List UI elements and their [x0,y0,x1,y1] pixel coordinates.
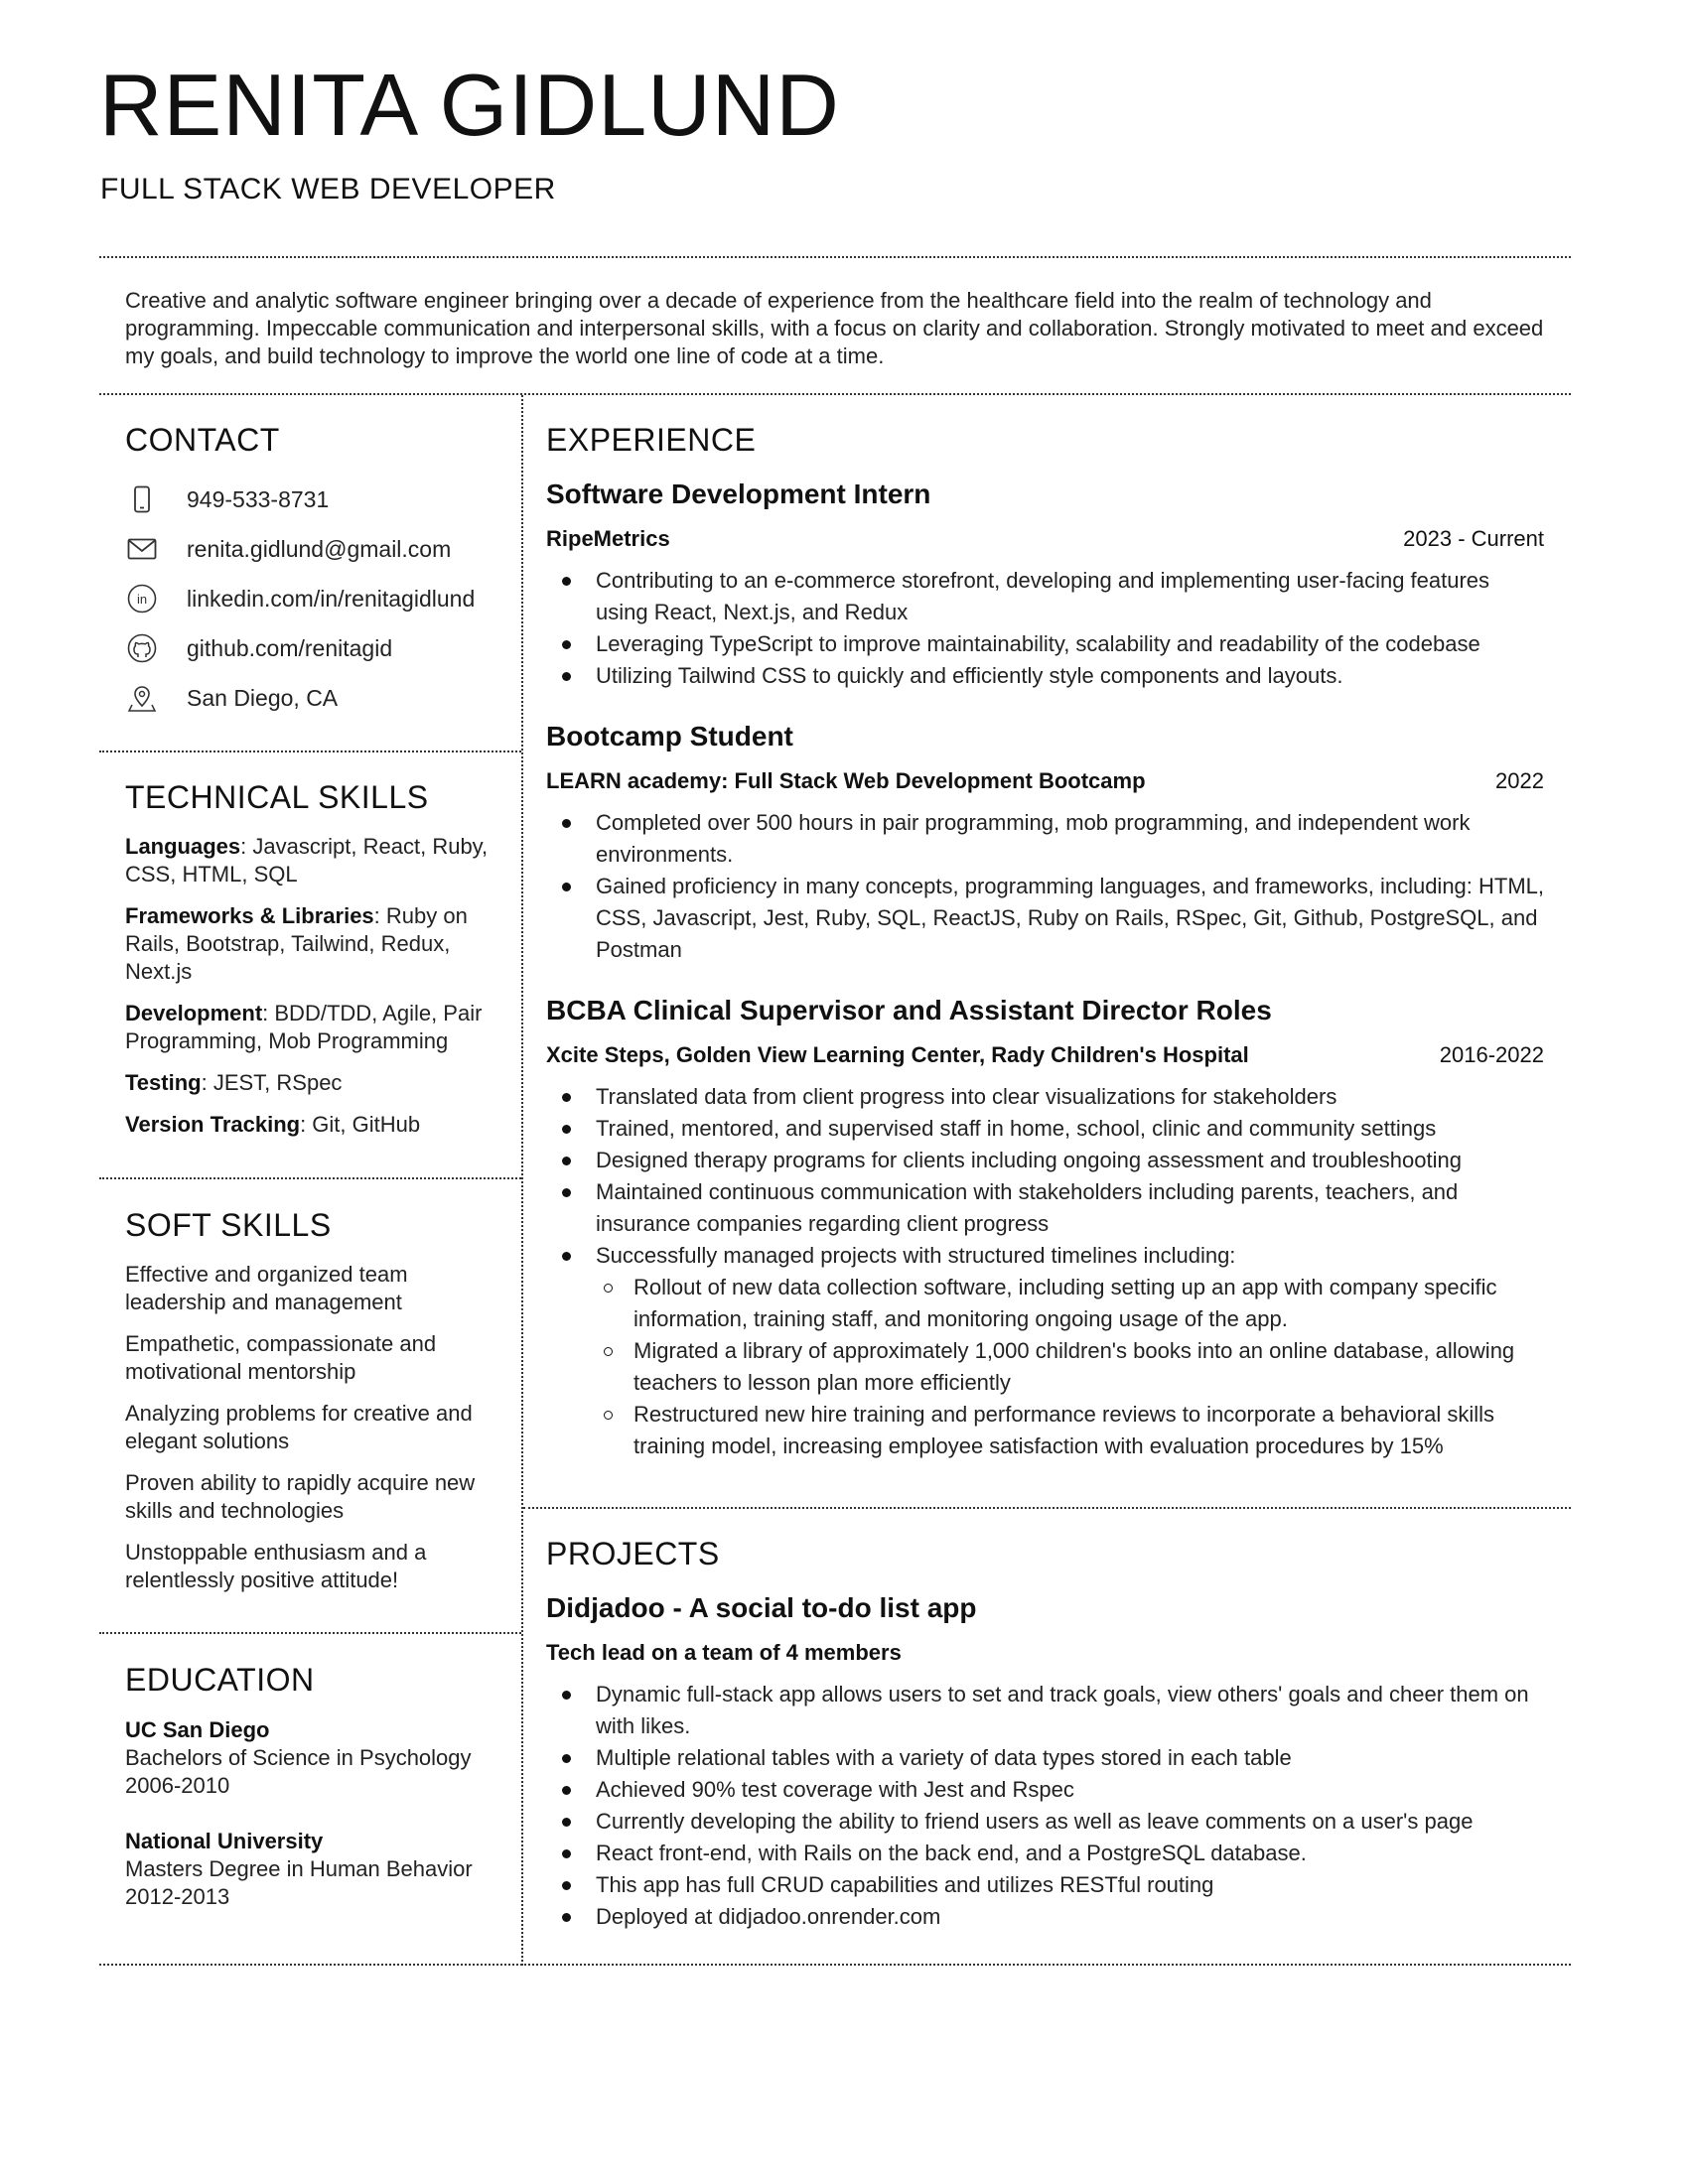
education-list [125,1716,512,1925]
map-pin-icon [125,683,159,713]
job-entry [546,478,1544,692]
phone-icon [125,484,159,514]
skill-label: Version Tracking [125,1112,301,1137]
job-title: Bootcamp Student [546,721,793,751]
bullet-item: Gained proficiency in many concepts, programming languages, and frameworks, including: HTML, CSS, Javascript, Jest, Ruby, SQL, ReactJS, Ruby on Rails, RSpec, Git, Github, PostgreSQL, and Postman [596,871,1544,966]
soft-skill-item: Empathetic, compassionate and motivational mentorship [125,1331,437,1384]
sub-bullet-item: Rollout of new data collection software, including setting up an app with company specific information, training staff, and monitoring ongoing usage of the app. [633,1272,1544,1335]
education-item [125,1828,512,1911]
divider [99,1964,1571,1966]
bullet-item: Leveraging TypeScript to improve maintainability, scalability and readability of the codebase [596,628,1544,660]
job-meta [546,1041,1544,1069]
education-heading: EDUCATION [125,1662,315,1698]
sub-bullet-item: Migrated a library of approximately 1,000 children's books into an online database, allowing teachers to lesson plan more efficiently [633,1335,1544,1399]
experience-list [546,478,1544,1490]
summary: Creative and analytic software engineer bringing over a decade of experience from the healthcare field into the realm of technology and programming. Impeccable communication and interpersonal skills, with a focus on clarity and collaboration. Strongly motivated to meet and exceed my goals, and build technology to improve the world one line of code at a time. [125,288,1544,368]
github-icon [125,633,159,663]
candidate-name: RENITA GIDLUND [99,56,840,154]
email-link[interactable]: renita.gidlund@gmail.com [187,535,452,562]
bullet-item: Completed over 500 hours in pair programming, mob programming, and independent work environments. [596,807,1544,871]
divider [99,256,1571,258]
soft-skills-heading: SOFT SKILLS [125,1207,332,1243]
phone-number: 949-533-8731 [187,485,330,512]
skill-value: : BDD/TDD, Agile, Pair Programming, Mob Programming [125,1001,483,1053]
job-entry [546,720,1544,966]
bullet-item: Designed therapy programs for clients including ongoing assessment and troubleshooting [596,1145,1544,1176]
linkedin-link[interactable]: linkedin.com/in/renitagidlund [187,585,476,612]
soft-skill-item: Proven ability to rapidly acquire new skills and technologies [125,1470,476,1523]
degree: Masters Degree in Human Behavior [125,1856,473,1881]
bullet-item: Contributing to an e-commerce storefront, developing and implementing user-facing features using React, Next.js, and Redux [596,565,1544,628]
sub-bullets [596,1272,1544,1462]
bullet-item[interactable]: Deployed at didjadoo.onrender.com [596,1901,1544,1933]
job-dates: 2016-2022 [1439,1042,1544,1067]
job-title: Software Development Intern [546,478,931,509]
contact-phone [125,475,522,524]
contact-email [125,524,522,574]
job-org: Xcite Steps, Golden View Learning Center, Rady Children's Hospital [546,1042,1249,1067]
skill-label: Testing [125,1070,202,1095]
contact-linkedin [125,574,522,623]
bullet-item: Trained, mentored, and supervised staff in home, school, clinic and community settings [596,1113,1544,1145]
bullet-item: Multiple relational tables with a variety of data types stored in each table [596,1742,1544,1774]
project-entry [546,1591,1544,1933]
contact-github [125,623,522,673]
sub-bullet-item: Restructured new hire training and performance reviews to incorporate a behavioral skills training model, increasing employee satisfaction with evaluation procedures by 15% [633,1399,1544,1462]
job-dates: 2022 [1495,768,1544,793]
projects-list [546,1591,1544,1961]
divider [99,751,521,752]
school-name: National University [125,1829,324,1853]
soft-skill-item: Unstoppable enthusiasm and a relentlessly positive attitude! [125,1540,427,1592]
project-meta [546,1639,1544,1667]
technical-skills-heading: TECHNICAL SKILLS [125,779,429,815]
job-bullets [546,1081,1544,1462]
divider [523,1507,1571,1509]
divider [99,1177,521,1179]
skill-label: Development [125,1001,263,1025]
github-link[interactable]: github.com/renitagid [187,634,393,661]
degree: Bachelors of Science in Psychology [125,1745,472,1770]
skill-testing [125,1069,512,1097]
contact-heading: CONTACT [125,422,280,458]
job-entry [546,994,1544,1462]
bullet-item: Maintained continuous communication with stakeholders including parents, teachers, and insurance companies regarding client progress [596,1176,1544,1240]
job-title: BCBA Clinical Supervisor and Assistant Director Roles [546,995,1272,1025]
soft-skill-item: Analyzing problems for creative and elegant solutions [125,1401,473,1453]
skill-frameworks [125,902,512,986]
job-bullets [546,807,1544,966]
soft-skill-item: Effective and organized team leadership and management [125,1262,408,1314]
project-title: Didjadoo - A social to-do list app [546,1592,977,1623]
experience-heading: EXPERIENCE [546,422,757,458]
bullet-item [596,1240,1544,1462]
school-name: UC San Diego [125,1717,270,1742]
job-meta [546,525,1544,553]
education-item [125,1716,512,1800]
bullet-item: Translated data from client progress into clear visualizations for stakeholders [596,1081,1544,1113]
project-subtitle: Tech lead on a team of 4 members [546,1640,902,1665]
project-bullets [546,1679,1544,1933]
skill-value: : Git, GitHub [300,1112,421,1137]
job-dates: 2023 - Current [1403,526,1544,551]
location-text: San Diego, CA [187,684,339,711]
skill-version-tracking [125,1111,512,1139]
svg-text:in: in [136,592,148,607]
skill-label: Frameworks & Libraries [125,903,374,928]
job-meta [546,767,1544,795]
envelope-icon [125,534,159,564]
job-bullets [546,565,1544,692]
skill-development [125,1000,512,1055]
contact-location [125,673,522,723]
skill-languages [125,833,512,888]
linkedin-icon [125,584,159,614]
job-org: RipeMetrics [546,526,670,551]
years: 2006-2010 [125,1773,230,1798]
divider [99,1632,521,1634]
bullet-item: Dynamic full-stack app allows users to set and track goals, view others' goals and cheer them on with likes. [596,1679,1544,1742]
skill-value: : JEST, RSpec [201,1070,343,1095]
skill-value: : Javascript, React, Ruby, CSS, HTML, SQL [125,834,489,887]
bullet-item: React front-end, with Rails on the back end, and a PostgreSQL database. [596,1838,1544,1869]
technical-skills-list [125,833,512,1153]
divider [99,393,1571,395]
bullet-item: Utilizing Tailwind CSS to quickly and efficiently style components and layouts. [596,660,1544,692]
skill-value: : Ruby on Rails, Bootstrap, Tailwind, Redux, Next.js [125,903,468,984]
bullet-item: Currently developing the ability to friend users as well as leave comments on a user's page [596,1806,1544,1838]
contact-list [125,475,522,723]
bullet-item: Achieved 90% test coverage with Jest and Rspec [596,1774,1544,1806]
years: 2012-2013 [125,1884,230,1909]
skill-label: Languages [125,834,241,859]
bullet-item: This app has full CRUD capabilities and utilizes RESTful routing [596,1869,1544,1901]
job-org: LEARN academy: Full Stack Web Development Bootcamp [546,768,1146,793]
soft-skills-list [125,1261,512,1608]
projects-heading: PROJECTS [546,1536,720,1571]
bullet-text: Successfully managed projects with structured timelines including: [596,1243,1236,1268]
job-role: FULL STACK WEB DEVELOPER [100,173,556,205]
